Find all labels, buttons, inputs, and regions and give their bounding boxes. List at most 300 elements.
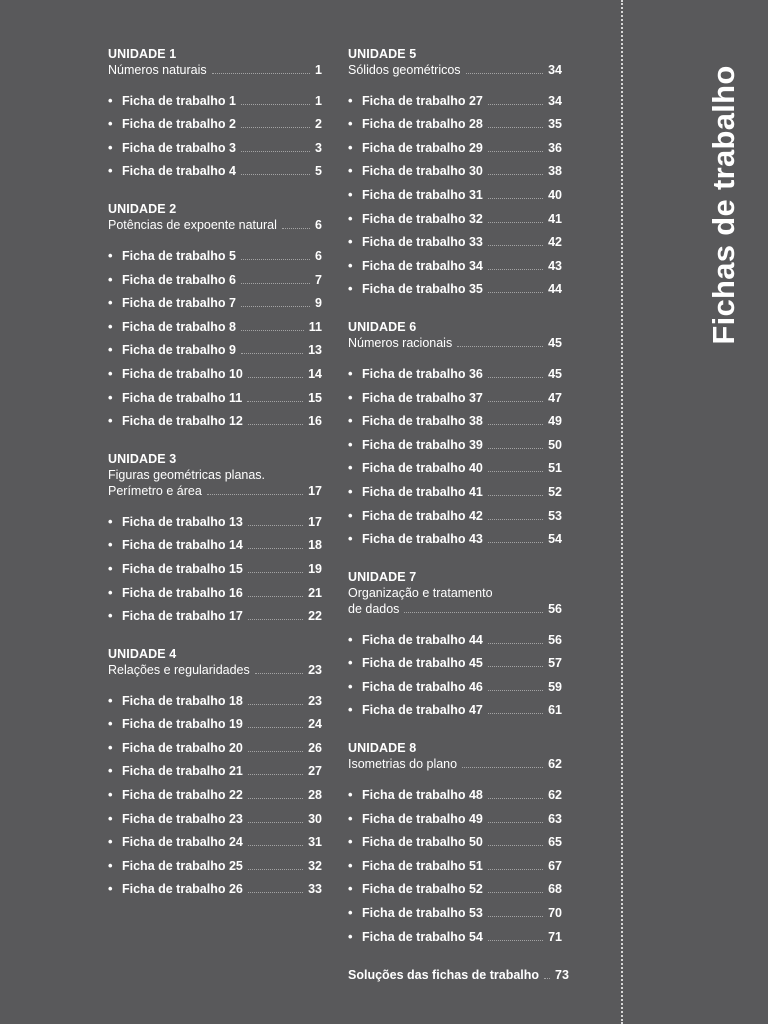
dot-leader bbox=[248, 572, 303, 573]
worksheet-entry-label: Ficha de trabalho 25 bbox=[122, 858, 243, 873]
dot-leader bbox=[248, 596, 303, 597]
worksheet-entry-page-number: 22 bbox=[308, 609, 322, 624]
worksheet-entry-label: Ficha de trabalho 51 bbox=[362, 858, 483, 873]
dot-leader bbox=[544, 978, 550, 979]
unit-heading: UNIDADE 6 bbox=[348, 320, 417, 335]
unit-topic-label: Isometrias do plano bbox=[348, 757, 458, 772]
unit-section bbox=[108, 451, 322, 624]
worksheet-entry[interactable] bbox=[348, 827, 562, 851]
worksheet-entry-label: Ficha de trabalho 43 bbox=[362, 532, 483, 547]
dot-leader bbox=[248, 845, 303, 846]
worksheet-entry-label: Ficha de trabalho 9 bbox=[122, 343, 236, 358]
unit-topic-label: Potências de expoente natural bbox=[108, 218, 277, 233]
bullet-icon: • bbox=[348, 234, 353, 250]
dot-leader bbox=[488, 916, 543, 917]
worksheet-entry-page-number: 38 bbox=[548, 164, 562, 179]
worksheet-entry[interactable] bbox=[348, 524, 562, 548]
worksheet-entry-label: Ficha de trabalho 8 bbox=[122, 319, 236, 334]
worksheet-entry-label: Ficha de trabalho 2 bbox=[122, 117, 236, 132]
bullet-icon: • bbox=[108, 608, 113, 624]
dot-leader bbox=[488, 822, 543, 823]
worksheet-entry-page-number: 36 bbox=[548, 140, 562, 155]
worksheet-entry-page-number: 19 bbox=[308, 561, 322, 576]
bullet-icon: • bbox=[348, 116, 353, 132]
worksheet-entry-page-number: 11 bbox=[308, 319, 322, 334]
worksheet-entry[interactable] bbox=[108, 827, 322, 851]
worksheet-entry-label: Ficha de trabalho 27 bbox=[362, 93, 483, 108]
bullet-icon: • bbox=[348, 702, 353, 718]
worksheet-entry[interactable] bbox=[108, 406, 322, 430]
bullet-icon: • bbox=[348, 365, 353, 381]
bullet-icon: • bbox=[348, 210, 353, 226]
dot-leader bbox=[488, 245, 543, 246]
dotted-divider bbox=[621, 0, 623, 1024]
unit-topic[interactable] bbox=[108, 217, 322, 233]
bullet-icon: • bbox=[348, 186, 353, 202]
worksheet-entry-page-number: 42 bbox=[548, 235, 562, 250]
dot-leader bbox=[462, 767, 543, 768]
unit-topic-label: Números racionais bbox=[348, 336, 453, 351]
dot-leader bbox=[488, 713, 543, 714]
worksheet-entry[interactable] bbox=[108, 577, 322, 601]
unit-section bbox=[108, 201, 322, 429]
worksheet-entry[interactable] bbox=[108, 732, 322, 756]
worksheet-entry[interactable] bbox=[348, 874, 562, 898]
unit-section bbox=[108, 646, 322, 897]
bullet-icon: • bbox=[348, 436, 353, 452]
bullet-icon: • bbox=[108, 271, 113, 287]
unit-topic[interactable] bbox=[108, 483, 322, 499]
side-title-container bbox=[708, 50, 740, 360]
worksheet-entry-page-number: 67 bbox=[548, 858, 562, 873]
dot-leader bbox=[488, 845, 543, 846]
worksheet-entry-label: Ficha de trabalho 53 bbox=[362, 906, 483, 921]
dot-leader bbox=[212, 73, 310, 74]
bullet-icon: • bbox=[108, 116, 113, 132]
worksheet-entry[interactable] bbox=[348, 406, 562, 430]
worksheet-entry-label: Ficha de trabalho 5 bbox=[122, 248, 236, 263]
unit-topic[interactable] bbox=[348, 335, 562, 351]
worksheet-entry[interactable] bbox=[348, 382, 562, 406]
bullet-icon: • bbox=[108, 247, 113, 263]
unit-topic[interactable] bbox=[108, 662, 322, 678]
worksheet-entry-label: Ficha de trabalho 23 bbox=[122, 811, 243, 826]
worksheet-entry[interactable] bbox=[108, 850, 322, 874]
worksheet-entry-label: Ficha de trabalho 40 bbox=[362, 461, 483, 476]
unit-topic-page-number: 1 bbox=[315, 63, 322, 77]
worksheet-entry-label: Ficha de trabalho 16 bbox=[122, 585, 243, 600]
worksheet-entry-label: Ficha de trabalho 44 bbox=[362, 632, 483, 647]
worksheet-entry-page-number: 43 bbox=[548, 258, 562, 273]
unit-topic-page-number: 6 bbox=[315, 218, 322, 233]
dot-leader bbox=[404, 612, 543, 613]
worksheet-entry-page-number: 51 bbox=[548, 461, 562, 476]
worksheet-entry[interactable] bbox=[348, 203, 562, 227]
dot-leader bbox=[488, 424, 543, 425]
dot-leader bbox=[488, 690, 543, 691]
worksheet-entry-page-number: 53 bbox=[548, 508, 562, 523]
side-title: Fichas de trabalho bbox=[706, 65, 741, 345]
bullet-icon: • bbox=[108, 139, 113, 155]
worksheet-entry-page-number: 44 bbox=[548, 282, 562, 297]
bullet-icon: • bbox=[108, 513, 113, 529]
worksheet-entry-page-number: 2 bbox=[315, 117, 322, 132]
worksheet-entry-label: Ficha de trabalho 29 bbox=[362, 140, 483, 155]
worksheet-entry[interactable] bbox=[348, 109, 562, 133]
worksheet-entry[interactable] bbox=[348, 850, 562, 874]
bullet-icon: • bbox=[108, 92, 113, 108]
worksheet-entry[interactable] bbox=[108, 709, 322, 733]
worksheet-entry-label: Ficha de trabalho 48 bbox=[362, 788, 483, 803]
worksheet-entry-page-number: 50 bbox=[548, 437, 562, 452]
worksheet-entry[interactable] bbox=[108, 803, 322, 827]
worksheet-entry-page-number: 34 bbox=[548, 93, 562, 108]
bullet-icon: • bbox=[108, 295, 113, 311]
worksheet-entry-label: Ficha de trabalho 35 bbox=[362, 282, 483, 297]
worksheet-entry[interactable] bbox=[108, 358, 322, 382]
worksheet-entry-page-number: 57 bbox=[548, 656, 562, 671]
worksheet-entry[interactable] bbox=[108, 601, 322, 625]
unit-topic-page-number: 45 bbox=[548, 336, 562, 351]
dot-leader bbox=[248, 774, 303, 775]
dot-leader bbox=[488, 869, 543, 870]
worksheet-entry-label: Ficha de trabalho 26 bbox=[122, 882, 243, 897]
dot-leader bbox=[488, 643, 543, 644]
worksheet-entry-label: Ficha de trabalho 49 bbox=[362, 811, 483, 826]
unit-topic-page-number: 23 bbox=[308, 663, 322, 678]
worksheet-entry-label: Ficha de trabalho 54 bbox=[362, 929, 483, 944]
worksheet-entry[interactable] bbox=[348, 648, 562, 672]
worksheet-entry-page-number: 62 bbox=[548, 788, 562, 803]
worksheet-entry-page-number: 71 bbox=[548, 929, 562, 944]
bullet-icon: • bbox=[348, 257, 353, 273]
bullet-icon: • bbox=[348, 507, 353, 523]
worksheet-entry-page-number: 5 bbox=[315, 164, 322, 179]
unit-heading: UNIDADE 4 bbox=[108, 647, 177, 662]
bullet-icon: • bbox=[108, 739, 113, 755]
unit-heading: UNIDADE 2 bbox=[108, 202, 177, 217]
worksheet-entry-label: Ficha de trabalho 18 bbox=[122, 693, 243, 708]
worksheet-entry[interactable] bbox=[348, 227, 562, 251]
worksheet-entry-label: Ficha de trabalho 36 bbox=[362, 366, 483, 381]
dot-leader bbox=[248, 548, 303, 549]
worksheet-entry[interactable] bbox=[348, 156, 562, 180]
worksheet-entry-page-number: 32 bbox=[308, 858, 322, 873]
bullet-icon: • bbox=[348, 281, 353, 297]
worksheet-entry-label: Ficha de trabalho 10 bbox=[122, 366, 243, 381]
bullet-icon: • bbox=[108, 365, 113, 381]
worksheet-entry[interactable] bbox=[348, 250, 562, 274]
dot-leader bbox=[457, 346, 543, 347]
worksheet-entry-page-number: 52 bbox=[548, 484, 562, 499]
worksheet-entry-page-number: 68 bbox=[548, 882, 562, 897]
worksheet-entry-label: Ficha de trabalho 28 bbox=[362, 117, 483, 132]
dot-leader bbox=[241, 259, 310, 260]
unit-topic-page-number: 17 bbox=[308, 484, 322, 499]
bullet-icon: • bbox=[348, 905, 353, 921]
worksheet-entry[interactable] bbox=[108, 530, 322, 554]
worksheet-entry-label: Ficha de trabalho 50 bbox=[362, 835, 483, 850]
dot-leader bbox=[488, 448, 543, 449]
unit-section bbox=[348, 740, 562, 944]
left-column bbox=[108, 46, 322, 919]
worksheet-entry-page-number: 56 bbox=[548, 632, 562, 647]
dot-leader bbox=[241, 127, 310, 128]
dot-leader bbox=[488, 292, 543, 293]
worksheet-entry-label: Ficha de trabalho 34 bbox=[362, 258, 483, 273]
worksheet-entry-page-number: 1 bbox=[315, 93, 322, 108]
bullet-icon: • bbox=[108, 810, 113, 826]
dot-leader bbox=[248, 525, 303, 526]
worksheet-entry[interactable] bbox=[348, 132, 562, 156]
worksheet-entry-label: Ficha de trabalho 38 bbox=[362, 414, 483, 429]
worksheet-entry-label: Ficha de trabalho 33 bbox=[362, 235, 483, 250]
worksheet-entry-label: Ficha de trabalho 45 bbox=[362, 656, 483, 671]
bullet-icon: • bbox=[348, 531, 353, 547]
bullet-icon: • bbox=[108, 413, 113, 429]
unit-section bbox=[348, 319, 562, 547]
dot-leader bbox=[248, 822, 303, 823]
worksheet-entry-page-number: 24 bbox=[308, 717, 322, 732]
bullet-icon: • bbox=[108, 163, 113, 179]
dot-leader bbox=[241, 330, 304, 331]
dot-leader bbox=[466, 73, 544, 74]
bullet-icon: • bbox=[348, 631, 353, 647]
bullet-icon: • bbox=[108, 763, 113, 779]
worksheet-entry-page-number: 27 bbox=[308, 764, 322, 779]
worksheet-entry-page-number: 26 bbox=[308, 740, 322, 755]
worksheet-entry-page-number: 9 bbox=[315, 296, 322, 311]
bullet-icon: • bbox=[108, 787, 113, 803]
worksheet-entry-page-number: 31 bbox=[308, 835, 322, 850]
bullet-icon: • bbox=[348, 655, 353, 671]
worksheet-entry[interactable] bbox=[348, 671, 562, 695]
bullet-icon: • bbox=[348, 678, 353, 694]
dot-leader bbox=[488, 401, 543, 402]
dot-leader bbox=[488, 495, 543, 496]
unit-topic-label: de dados bbox=[348, 602, 400, 617]
dot-leader bbox=[282, 228, 310, 229]
bullet-icon: • bbox=[108, 318, 113, 334]
dot-leader bbox=[247, 401, 303, 402]
worksheet-entry-label: Ficha de trabalho 7 bbox=[122, 296, 236, 311]
bullet-icon: • bbox=[348, 810, 353, 826]
dot-leader bbox=[488, 127, 543, 128]
bullet-icon: • bbox=[348, 92, 353, 108]
worksheet-entry[interactable] bbox=[108, 240, 322, 264]
bullet-icon: • bbox=[348, 928, 353, 944]
dot-leader bbox=[488, 269, 543, 270]
dot-leader bbox=[248, 798, 303, 799]
worksheet-entry-label: Ficha de trabalho 31 bbox=[362, 187, 483, 202]
worksheet-entry[interactable] bbox=[348, 453, 562, 477]
worksheet-entry-page-number: 16 bbox=[308, 414, 322, 429]
worksheet-entry[interactable] bbox=[108, 685, 322, 709]
worksheet-entry[interactable] bbox=[348, 897, 562, 921]
dot-leader bbox=[488, 940, 543, 941]
unit-topic[interactable] bbox=[108, 62, 322, 78]
worksheet-entry[interactable] bbox=[108, 553, 322, 577]
worksheet-entry-label: Ficha de trabalho 17 bbox=[122, 609, 243, 624]
dot-leader bbox=[488, 104, 543, 105]
worksheet-entry-page-number: 35 bbox=[548, 117, 562, 132]
worksheet-entry-page-number: 18 bbox=[308, 538, 322, 553]
worksheet-entry-page-number: 65 bbox=[548, 835, 562, 850]
worksheet-entry[interactable] bbox=[108, 311, 322, 335]
worksheet-entry-label: Ficha de trabalho 11 bbox=[122, 390, 243, 405]
worksheet-entry[interactable] bbox=[348, 358, 562, 382]
worksheet-entry-label: Ficha de trabalho 30 bbox=[362, 164, 483, 179]
worksheet-entry-label: Ficha de trabalho 4 bbox=[122, 164, 236, 179]
worksheet-entry[interactable] bbox=[108, 85, 322, 109]
unit-section bbox=[108, 46, 322, 179]
dot-leader bbox=[248, 869, 303, 870]
worksheet-entry[interactable] bbox=[108, 288, 322, 312]
worksheet-entry[interactable] bbox=[348, 695, 562, 719]
dot-leader bbox=[248, 619, 303, 620]
worksheet-entry[interactable] bbox=[348, 429, 562, 453]
worksheet-entry-label: Ficha de trabalho 32 bbox=[362, 211, 483, 226]
worksheet-entry-page-number: 6 bbox=[315, 248, 322, 263]
worksheet-entry-page-number: 41 bbox=[548, 211, 562, 226]
worksheet-entry-page-number: 40 bbox=[548, 187, 562, 202]
solutions-entry-page-number: 73 bbox=[555, 967, 569, 982]
worksheet-entry[interactable] bbox=[108, 156, 322, 180]
worksheet-entry[interactable] bbox=[348, 476, 562, 500]
bullet-icon: • bbox=[108, 716, 113, 732]
worksheet-entry-label: Ficha de trabalho 14 bbox=[122, 538, 243, 553]
worksheet-entry[interactable] bbox=[348, 500, 562, 524]
worksheet-entry[interactable] bbox=[108, 109, 322, 133]
worksheet-entry-page-number: 63 bbox=[548, 811, 562, 826]
worksheet-entry[interactable] bbox=[108, 335, 322, 359]
dot-leader bbox=[241, 174, 310, 175]
worksheet-entry-page-number: 45 bbox=[548, 366, 562, 381]
unit-section bbox=[348, 46, 562, 297]
bullet-icon: • bbox=[348, 483, 353, 499]
dot-leader bbox=[255, 673, 303, 674]
dot-leader bbox=[488, 471, 543, 472]
dot-leader bbox=[248, 751, 303, 752]
dot-leader bbox=[488, 519, 543, 520]
worksheet-entry-label: Ficha de trabalho 46 bbox=[362, 679, 483, 694]
worksheet-entry[interactable] bbox=[348, 85, 562, 109]
dot-leader bbox=[488, 798, 543, 799]
worksheet-entry-label: Ficha de trabalho 12 bbox=[122, 414, 243, 429]
dot-leader bbox=[241, 306, 310, 307]
unit-topic-label: Números naturais bbox=[108, 63, 207, 77]
unit-topic-page-number: 56 bbox=[548, 602, 562, 617]
worksheet-entry-page-number: 28 bbox=[308, 788, 322, 803]
dot-leader bbox=[488, 198, 543, 199]
worksheet-entry-label: Ficha de trabalho 6 bbox=[122, 272, 236, 287]
unit-heading: UNIDADE 8 bbox=[348, 741, 417, 756]
unit-heading: UNIDADE 1 bbox=[108, 47, 177, 61]
dot-leader bbox=[488, 377, 543, 378]
worksheet-entry[interactable] bbox=[108, 382, 322, 406]
worksheet-entry-page-number: 59 bbox=[548, 679, 562, 694]
worksheet-entry-label: Ficha de trabalho 52 bbox=[362, 882, 483, 897]
unit-topic[interactable] bbox=[348, 62, 562, 78]
bullet-icon: • bbox=[348, 857, 353, 873]
worksheet-entry-page-number: 54 bbox=[548, 532, 562, 547]
worksheet-entry[interactable] bbox=[108, 132, 322, 156]
unit-topic-line: Figuras geométricas planas. bbox=[108, 468, 266, 483]
unit-topic-line: Organização e tratamento bbox=[348, 586, 493, 601]
worksheet-entry-label: Ficha de trabalho 37 bbox=[362, 390, 483, 405]
worksheet-entry[interactable] bbox=[108, 506, 322, 530]
dot-leader bbox=[241, 151, 310, 152]
worksheet-entry[interactable] bbox=[348, 921, 562, 945]
worksheet-entry-page-number: 47 bbox=[548, 390, 562, 405]
worksheet-entry-label: Ficha de trabalho 42 bbox=[362, 508, 483, 523]
solutions-entry[interactable] bbox=[348, 967, 569, 983]
unit-topic-page-number: 34 bbox=[548, 63, 562, 77]
worksheet-entry[interactable] bbox=[108, 264, 322, 288]
bullet-icon: • bbox=[108, 881, 113, 897]
worksheet-entry-page-number: 14 bbox=[308, 366, 322, 381]
unit-topic[interactable] bbox=[348, 756, 562, 772]
unit-heading: UNIDADE 3 bbox=[108, 452, 177, 467]
worksheet-entry-page-number: 21 bbox=[308, 585, 322, 600]
worksheet-entry-page-number: 15 bbox=[308, 390, 322, 405]
unit-heading: UNIDADE 5 bbox=[348, 47, 417, 61]
unit-section bbox=[348, 569, 562, 718]
dot-leader bbox=[248, 704, 303, 705]
dot-leader bbox=[241, 353, 303, 354]
worksheet-entry-label: Ficha de trabalho 39 bbox=[362, 437, 483, 452]
dot-leader bbox=[488, 151, 543, 152]
dot-leader bbox=[488, 174, 543, 175]
unit-topic-page-number: 62 bbox=[548, 757, 562, 772]
bullet-icon: • bbox=[108, 692, 113, 708]
unit-topic-label: Relações e regularidades bbox=[108, 663, 250, 678]
worksheet-entry-page-number: 3 bbox=[315, 140, 322, 155]
worksheet-entry-label: Ficha de trabalho 15 bbox=[122, 561, 243, 576]
worksheet-entry[interactable] bbox=[348, 624, 562, 648]
worksheet-entry-page-number: 7 bbox=[315, 272, 322, 287]
unit-heading: UNIDADE 7 bbox=[348, 570, 417, 585]
bullet-icon: • bbox=[348, 787, 353, 803]
bullet-icon: • bbox=[348, 389, 353, 405]
worksheet-entry-page-number: 30 bbox=[308, 811, 322, 826]
worksheet-entry-page-number: 70 bbox=[548, 906, 562, 921]
bullet-icon: • bbox=[348, 163, 353, 179]
worksheet-entry[interactable] bbox=[348, 179, 562, 203]
worksheet-entry[interactable] bbox=[108, 756, 322, 780]
worksheet-entry-label: Ficha de trabalho 13 bbox=[122, 514, 243, 529]
worksheet-entry[interactable] bbox=[108, 779, 322, 803]
bullet-icon: • bbox=[108, 342, 113, 358]
worksheet-entry-label: Ficha de trabalho 22 bbox=[122, 788, 243, 803]
worksheet-entry[interactable] bbox=[348, 779, 562, 803]
dot-leader bbox=[488, 892, 543, 893]
worksheet-entry-page-number: 23 bbox=[308, 693, 322, 708]
bullet-icon: • bbox=[348, 460, 353, 476]
worksheet-entry-label: Ficha de trabalho 41 bbox=[362, 484, 483, 499]
unit-topic-label: Perímetro e área bbox=[108, 484, 202, 499]
worksheet-entry[interactable] bbox=[108, 874, 322, 898]
worksheet-entry[interactable] bbox=[348, 803, 562, 827]
solutions-entry-label: Soluções das fichas de trabalho bbox=[348, 967, 540, 982]
dot-leader bbox=[248, 424, 303, 425]
unit-topic[interactable] bbox=[348, 601, 562, 617]
dot-leader bbox=[248, 892, 303, 893]
dot-leader bbox=[248, 377, 303, 378]
worksheet-entry-label: Ficha de trabalho 1 bbox=[122, 93, 236, 108]
worksheet-entry-page-number: 13 bbox=[308, 343, 322, 358]
worksheet-entry[interactable] bbox=[348, 274, 562, 298]
